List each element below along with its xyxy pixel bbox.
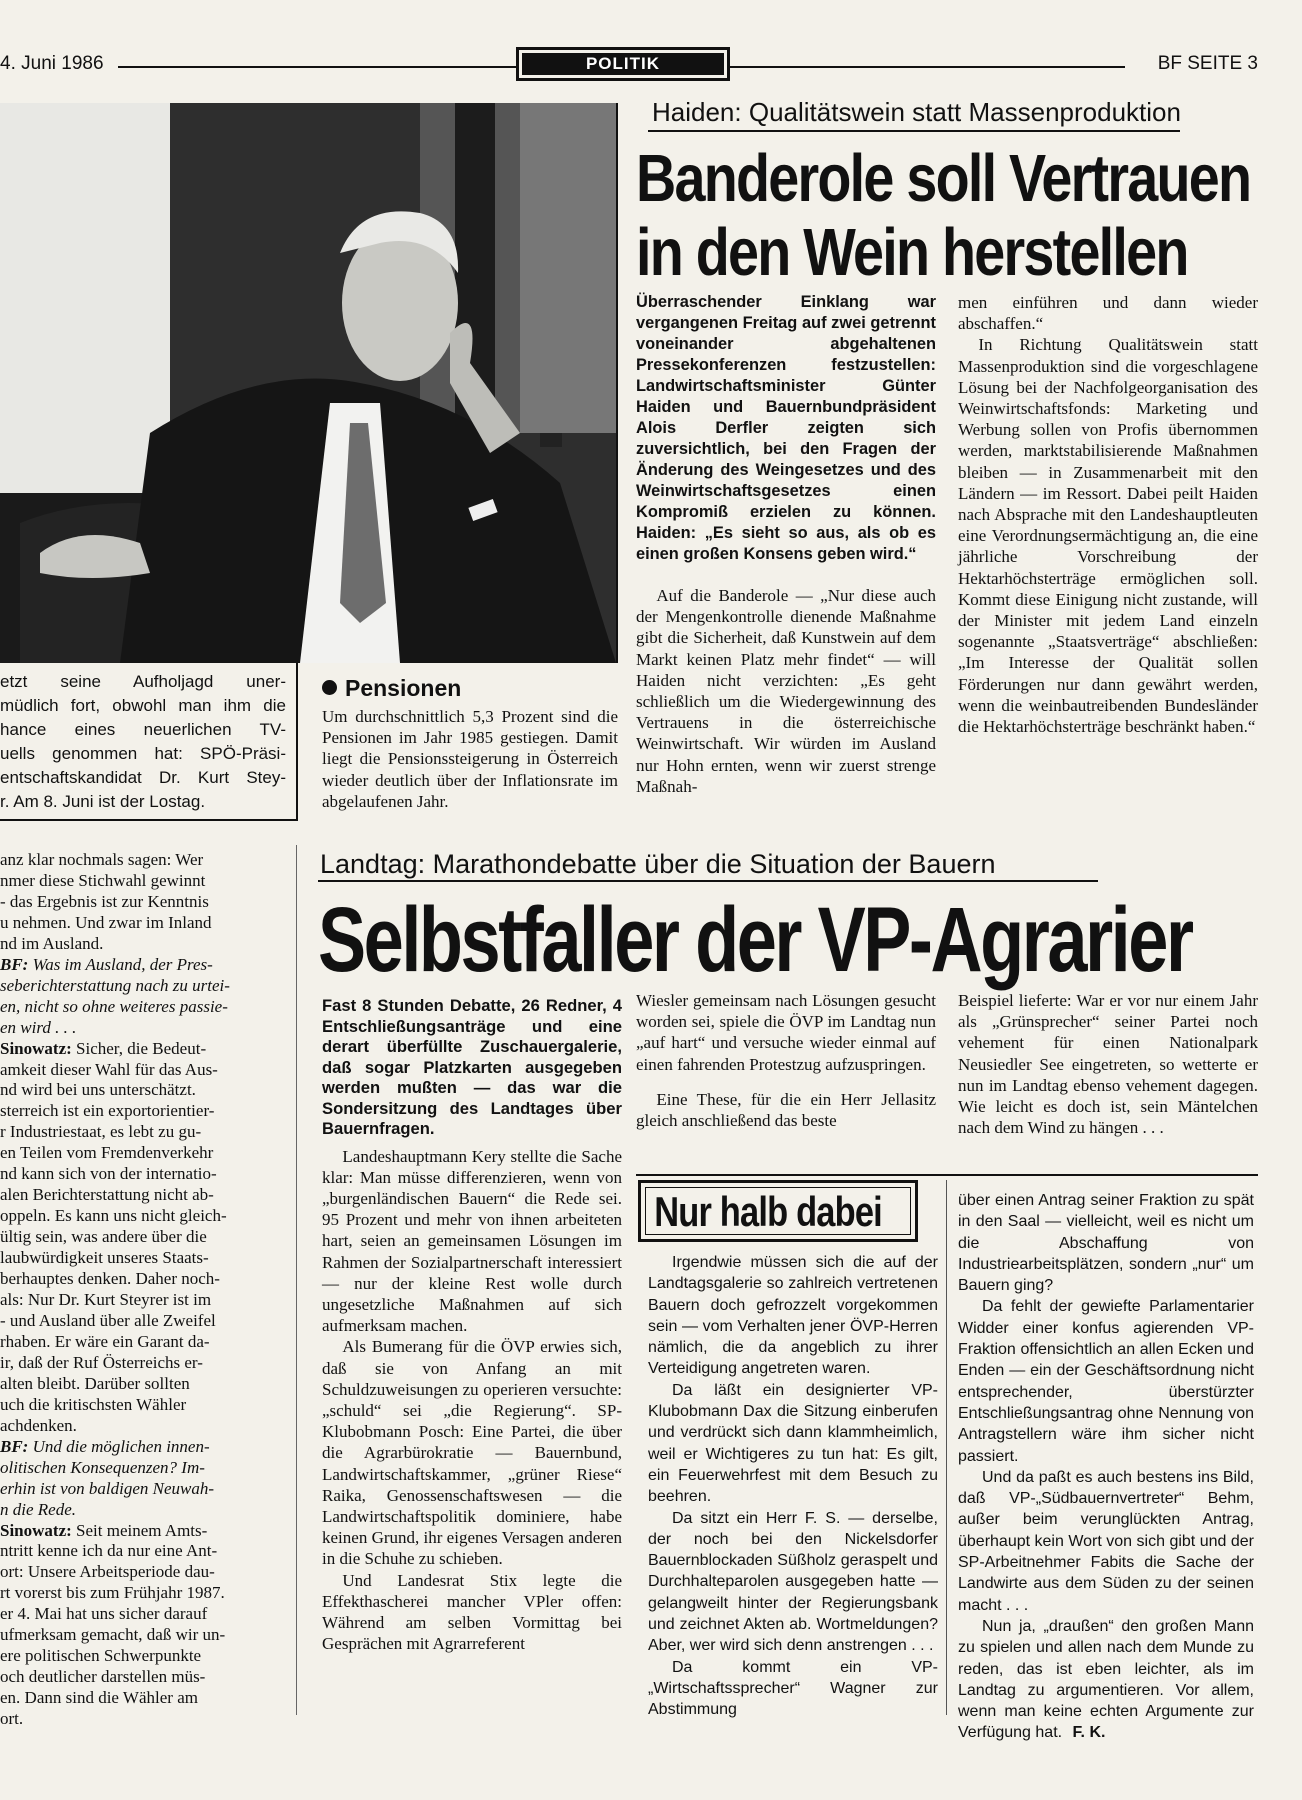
article1-kicker-underline [648, 130, 1180, 132]
photo-caption [0, 663, 298, 821]
pensionen-text: Um durchschnittlich 5,3 Prozent sind die Pensionen im Jahr 1985 gestiegen. Damit liegt die Pensionssteigerung in Österreich wieder deutlich über der Inflationsrate im abgelaufenen Jahr. [322, 707, 618, 811]
box-paragraph: Da fehlt der gewiefte Parlamentarier Widder einer konfus agierenden VP-Fraktion offensichtlich an allen Ecken und Enden — ein der Geschäftsordnung nicht entsprechender, überstürzter Entschließungsantrag ohne Nennung von Antragstellern wäre ihm sicher nicht passiert. [958, 1298, 1254, 1465]
article1-paragraph: men einführen und dann wieder abschaffen.“ [958, 293, 1258, 334]
interview-line: sterreich ist ein exportorientier- [0, 1101, 215, 1121]
interview-line: seberichterstattung nach zu urtei- [0, 975, 230, 995]
caption-line: uells genommen hat: SPÖ-Präsi- [0, 744, 286, 763]
article1-headline-line1: Banderole soll Vertrauen [636, 140, 1251, 216]
interview-line: en wird . . . [0, 1017, 77, 1037]
article2-kicker: Landtag: Marathondebatte über die Situation der Bauern [320, 849, 996, 879]
box-signature: F. K. [1072, 1724, 1106, 1742]
article2-kicker-underline [318, 880, 1098, 882]
interview-line: oppeln. Es kann uns nicht gleich- [0, 1206, 227, 1226]
interview-line: ufmerksam gemacht, daß wir un- [0, 1625, 226, 1645]
interview-line: BF: Und die möglichen innen- [0, 1436, 210, 1456]
box-paragraph: über einen Antrag seiner Fraktion zu spät in den Saal — vielleicht, weil es nicht um die Abschaffung von Industriearbeitsplätzen, sondern „nur“ um Bauern ging? [958, 1192, 1254, 1295]
interview-line: ültig sein, was andere über die [0, 1227, 207, 1247]
box-paragraph: Irgendwie müssen sich die auf der Landtagsgalerie so zahlreich vertretenen Bauern doch gefrozzelt vorgekommen sein — vom Verhalten jener ÖVP-Herren nämlich, die da angeblich zu ihrer Verteidigung angetreten waren. [648, 1254, 938, 1378]
box-title-frame [638, 1180, 918, 1242]
box-paragraph: Und da paßt es auch bestens ins Bild, daß VP-„Südbauernvertreter“ Behm, außer beim verunglückten Antrag, überhaupt kein Wort von sich gibt und der SP-Arbeitnehmer Fabits die Sache der Landwirte aus dem Süden zu der seinen macht . . . [958, 1468, 1254, 1614]
article2-column2 [636, 990, 936, 1131]
interview-line: er 4. Mai hat uns sicher darauf [0, 1604, 208, 1624]
photo-right-rule [616, 103, 618, 663]
interview-line: ort: Unsere Arbeitsperiode dau- [0, 1562, 215, 1582]
interview-line: laubwürdigkeit unseres Staats- [0, 1248, 209, 1268]
interview-column [0, 850, 272, 1730]
box-column-a [648, 1252, 938, 1721]
header-rule-left [118, 66, 516, 68]
box-column-b [958, 1190, 1254, 1744]
interview-line: och deutlicher darstellen müs- [0, 1667, 206, 1687]
caption-line: entschaftskandidat Dr. Kurt Stey- [0, 768, 286, 787]
interview-line: anz klar nochmals sagen: Wer [0, 850, 204, 869]
interview-line: Sinowatz: Seit meinem Amts- [0, 1520, 208, 1540]
interview-line: en Teilen vom Fremdenverkehr [0, 1143, 214, 1163]
article2-column3 [958, 990, 1258, 1138]
interview-line: r Industriestaat, es lebt zu gu- [0, 1122, 202, 1142]
article1-column2 [958, 292, 1258, 737]
interview-line: rt vorerst bis zum Frühjahr 1987. [0, 1583, 225, 1603]
photo [0, 103, 616, 663]
caption-line: etzt seine Aufholjagd uner- [0, 672, 286, 691]
article2-paragraph: Und Landesrat Stix legte die Effekthascherei mancher VPler offen: Während am selben Vormittag bei Gesprächen mit Agrarreferent [322, 1570, 622, 1654]
interview-line: ntritt kenne ich da nur eine Ant- [0, 1541, 218, 1561]
interview-line: n die Rede. [0, 1499, 76, 1519]
article1-lead: Überraschender Einklang war vergangenen Freitag auf zwei getrennt voneinander abgehaltenen Pressekonferenzen festzustellen: Landwirtschaftsminister Günter Haiden und Bauernbundpräsident Alois Derfler zeigten sich zuversichtlich, bei den Fragen der Änderung des Weingesetzes und des Weinwirtschaftsgesetzes einen Kompromiß erzielen zu können. Haiden: „Es sieht so aus, als ob es einen großen Konsens geben wird.“ [636, 293, 936, 563]
article1-column1 [636, 292, 936, 797]
interview-line: ere politischen Schwerpunkte [0, 1646, 202, 1666]
box-paragraph: Da sitzt ein Herr F. S. — derselbe, der noch bei den Nickelsdorfer Bauernblockaden Süßholz geraspelt und Durchhalteparolen ausgegeben hatte — gelangweilt hinter der Regierungsbank und zeichnet Akten ab. Wortmeldungen? Aber, wer wird sich denn anstrengen . . . [648, 1509, 938, 1655]
interview-line: rhaben. Er wäre ein Garant da- [0, 1331, 210, 1351]
interview-line: Sinowatz: Sicher, die Bedeut- [0, 1038, 207, 1058]
portrait-illustration [0, 103, 616, 663]
interview-line: nd wird bei uns unterschätzt. [0, 1080, 196, 1100]
interview-line: olitischen Konsequenzen? Im- [0, 1457, 205, 1477]
caption-line: r. Am 8. Juni ist der Lostag. [0, 792, 206, 811]
interview-line: BF: Was im Ausland, der Pres- [0, 954, 213, 974]
interview-line: ort. [0, 1709, 24, 1729]
interview-line: achdenken. [0, 1415, 77, 1435]
article2-headline: Selbstfaller der VP-Agrarier [318, 888, 1192, 991]
interview-line: alen Berichterstattung nicht ab- [0, 1185, 214, 1205]
article2-column1 [322, 996, 622, 1654]
pensionen-title: Pensionen [345, 675, 462, 701]
header-page: BF SEITE 3 [1157, 53, 1258, 74]
interview-line: en. Dann sind die Wähler am [0, 1688, 198, 1708]
header-rule-right [730, 66, 1125, 68]
box-paragraph: Da kommt ein VP-„Wirtschaftssprecher“ Wagner zur Abstimmung [648, 1658, 938, 1719]
article1-headline-line2: in den Wein herstellen [636, 214, 1188, 290]
interview-line: nd im Ausland. [0, 933, 104, 953]
interview-line: - das Ergebnis ist zur Kenntnis [0, 891, 209, 911]
box-paragraph: Da läßt ein designierter VP-Klubobmann Dax die Sitzung einberufen und verdrückt sich dann klammheimlich, weil er Wichtigeres zu tun hat: Es gilt, ein Feuerwehrfest mit dem Besuch zu beehren. [648, 1381, 938, 1506]
article2-paragraph: Eine These, für die ein Herr Jellasitz gleich anschließend das beste [636, 1089, 936, 1131]
article1-paragraph: Auf die Banderole — „Nur diese auch der Mengenkontrolle dienende Maßnahme gibt die Sicherheit, daß Kunstwein auf dem Markt keinen Platz mehr findet“ — will Haiden nicht verzichten: „Es geht schließlich um die Wiedergewinnung des Vertrauens in die österreichische Weinwirtschaft. Wir würden im Ausland nur Hohn ernten, wenn wir zuerst strenge Maßnah- [636, 586, 936, 796]
interview-line: uch die kritischsten Wähler [0, 1394, 187, 1414]
caption-line: müdlich fort, obwohl man ihm die [0, 696, 286, 715]
article2-paragraph: Beispiel lieferte: War er vor nur einem Jahr als „Grünsprecher“ seiner Partei noch vehement für einen Nationalpark Neusiedler See eingetreten, so wetterte er nun im Landtag ebenso vehement dagegen. Wie leicht es doch ist, sein Mäntelchen nach dem Wind zu hängen . . . [958, 991, 1258, 1138]
interview-line: alten bleibt. Darüber sollten [0, 1373, 190, 1393]
box-title: Nur halb dabei [654, 1188, 882, 1235]
interview-line: berhauptes denken. Daher noch- [0, 1269, 220, 1289]
box-closing-text: Nun ja, „draußen“ den großen Mann zu spielen und allen nach dem Munde zu reden, das ist eben leichter, als im Landtag zu argumentieren. Vor allem, wenn man keine echten Argumente zur Verfügung hat. [958, 1617, 1254, 1742]
article2-paragraph: Als Bumerang für die ÖVP erwies sich, daß sie von Anfang an mit Schuldzuweisungen zu operieren versuchte: „schuld“ sei „die Regierung“. SP-Klubobmann Posch: Eine Partei, die über die Agrarbürokratie — Bauernbund, Landwirtschaftskammer, „grüner Riese“ Raika, Genossenschaftswesen — die Landwirtschaftspolitik dominiere, habe keinen Grund, ihr eigenes Versagen anderen in die Schuhe zu schieben. [322, 1337, 622, 1569]
interview-line: erhin ist von baldigen Neuwah- [0, 1478, 215, 1498]
interview-line: nmer diese Stichwahl gewinnt [0, 870, 206, 890]
interview-line: - und Ausland über alle Zweifel [0, 1310, 216, 1330]
article2-lead: Fast 8 Stunden Debatte, 26 Redner, 4 Entschließungsanträge und eine derart überfüllte Zuschauergalerie, daß sogar Platzkarten ausgegeben werden mußten — das war die Sondersitzung des Landtages über Bauernfragen. [322, 996, 622, 1138]
interview-line: ir, daß der Ruf Österreichs er- [0, 1352, 203, 1372]
interview-line: nd kann sich von der internatio- [0, 1164, 217, 1184]
interview-line: u nehmen. Und zwar im Inland [0, 912, 212, 932]
article1-kicker: Haiden: Qualitätswein statt Massenproduktion [652, 97, 1181, 127]
box-column-divider [946, 1180, 947, 1715]
article2-paragraph: Wiesler gemeinsam nach Lösungen gesucht worden sei, spiele die ÖVP im Landtag nun „auf hart“ und versuche wieder einmal auf einen fahrenden Protestzug aufzuspringen. [636, 991, 936, 1074]
interview-line: amkeit dieser Wahl für das Aus- [0, 1059, 218, 1079]
box-paragraph [958, 1616, 1254, 1744]
header-date: 4. Juni 1986 [0, 53, 104, 74]
section-label: POLITIK [522, 53, 724, 75]
article1-paragraph: In Richtung Qualitätswein statt Massenproduktion sind die vorgeschlagene Lösung bei der Nachfolgeorganisation des Weinwirtschaftsfonds: Marketing und Werbung sollen von Profis übernommen werden, marktstabilisierende Maßnahmen bleiben — in Zusammenarbeit mit den Ländern — im Ressort. Dabei peilt Haiden nach Absprache mit den Landeshauptleuten eine Verordnungsermächtigung an, die eine jährliche Vorschreibung der Hektarhöchsterträge ermöglichen soll. Kommt diese Einigung nicht zustande, will der Minister mit jedem Land einzeln sogenannte „Staatsverträge“ abschließen: „Im Interesse der Qualität sollen Förderungen nur dann gewährt werden, wenn die weinbautreibenden Bundesländer die Hektarhöchsterträge beschränkt haben.“ [958, 335, 1258, 737]
box-top-rule [636, 1174, 1258, 1176]
caption-line: hance eines neuerlichen TV- [0, 720, 286, 739]
bullet-icon [322, 680, 337, 695]
pensionen-box [322, 674, 618, 812]
interview-line: en, nicht so ohne weiteres passie- [0, 996, 228, 1016]
interview-right-rule [296, 845, 297, 1715]
article2-paragraph: Landeshauptmann Kery stellte die Sache klar: Man müsse differenzieren, wenn von „burgenländischen Bauern“ die Rede sei. 95 Prozent und mehr von ihnen arbeiteten hart, seien an gemeinsamen Lösungen im Rahmen der Sozialpartnerschaft interessiert — nur der kleine Rest wolle durch ungesetzliche Maßnahmen auf sich aufmerksam machen. [322, 1146, 622, 1336]
pensionen-heading [322, 674, 618, 702]
section-box [516, 47, 730, 81]
interview-line: als: Nur Dr. Kurt Steyrer ist im [0, 1290, 212, 1310]
box-title-inner [645, 1187, 911, 1235]
